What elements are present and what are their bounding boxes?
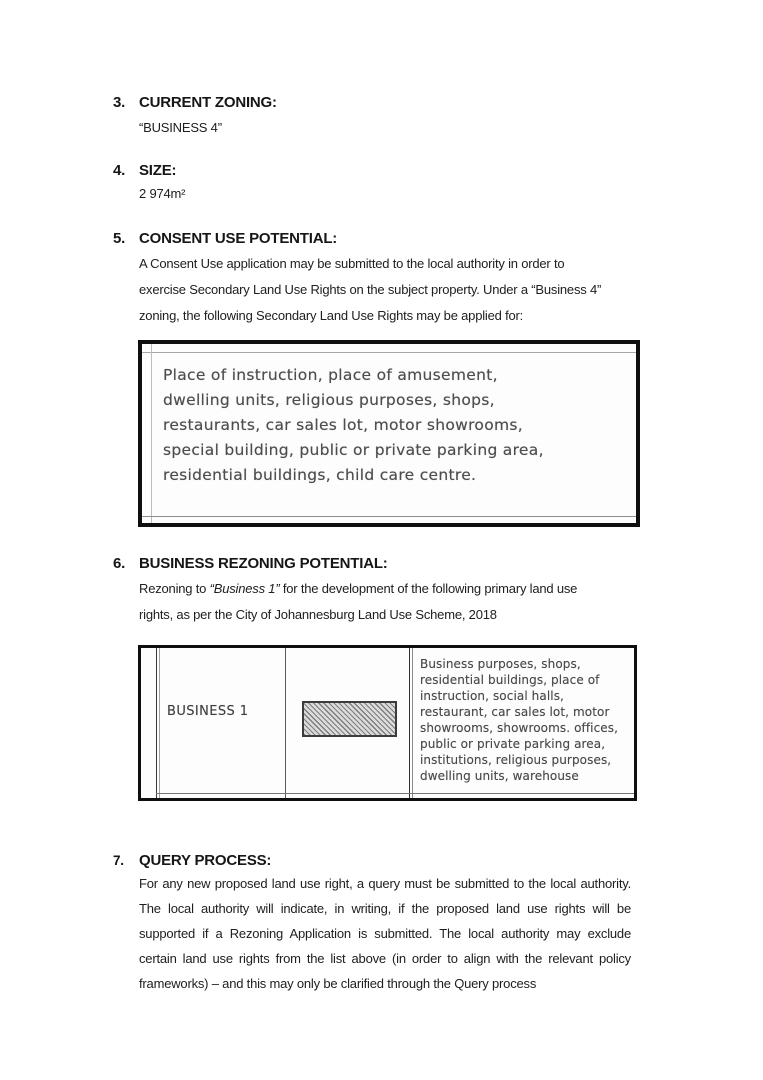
- section-title: BUSINESS REZONING POTENTIAL:: [139, 555, 388, 572]
- primary-rights-line: public or private parking area,: [420, 737, 606, 751]
- consent-rights-text: [163, 363, 544, 488]
- primary-rights-line: Business purposes, shops,: [420, 657, 581, 671]
- primary-rights-line: showrooms, showrooms. offices,: [420, 721, 619, 735]
- section-heading-current-zoning: [113, 93, 277, 112]
- section-heading-query-process: [113, 851, 271, 870]
- paragraph-line: zoning, the following Secondary Land Use Rights may be applied for:: [139, 308, 524, 323]
- zone-name-cell: BUSINESS 1: [167, 704, 249, 719]
- consent-use-rights-box: [138, 340, 640, 527]
- section-heading-business-rezoning: [113, 554, 388, 573]
- paragraph-line: supported if a Rezoning Application is submitted. The local authority may exclude: [139, 926, 631, 941]
- table-rule-vertical: [156, 648, 157, 798]
- rezoning-paragraph: [139, 576, 631, 628]
- consent-rights-line: residential buildings, child care centre.: [163, 466, 477, 484]
- table-rule-vertical: [409, 648, 410, 798]
- consent-use-paragraph: [139, 251, 631, 329]
- primary-rights-cell: [420, 656, 618, 784]
- section-title: SIZE:: [139, 162, 177, 179]
- current-zoning-value: “BUSINESS 4”: [139, 120, 222, 135]
- zone-reference-italic: “Business 1”: [209, 581, 280, 596]
- section-number: 6.: [113, 555, 126, 572]
- primary-rights-line: dwelling units, warehouse: [420, 769, 579, 783]
- consent-rights-line: special building, public or private parking area,: [163, 441, 544, 459]
- table-rule-horizontal: [156, 793, 634, 794]
- paragraph-line: frameworks) – and this may only be clarified through the Query process: [139, 976, 537, 991]
- primary-rights-line: institutions, religious purposes,: [420, 753, 612, 767]
- section-heading-size: [113, 161, 176, 180]
- paragraph-line: A Consent Use application may be submitted to the local authority in order to: [139, 256, 565, 271]
- size-value: 2 974m²: [139, 186, 186, 201]
- section-number: 5.: [113, 230, 126, 247]
- section-number: 7.: [113, 853, 124, 868]
- query-process-paragraph: [139, 871, 631, 996]
- section-number: 3.: [113, 94, 126, 111]
- consent-rights-line: dwelling units, religious purposes, shops,: [163, 391, 495, 409]
- consent-rights-line: restaurants, car sales lot, motor showrooms,: [163, 416, 524, 434]
- paragraph-line: exercise Secondary Land Use Rights on the subject property. Under a “Business 4”: [139, 282, 602, 297]
- paragraph-line: For any new proposed land use right, a query must be submitted to the local authority.: [139, 876, 631, 891]
- primary-rights-line: residential buildings, place of: [420, 673, 600, 687]
- zoning-hatch-swatch: [302, 701, 397, 737]
- paragraph-line: The local authority will indicate, in writing, if the proposed land use rights will be: [139, 901, 631, 916]
- paragraph-line: certain land use rights from the list above (in order to align with the relevant policy: [139, 951, 631, 966]
- table-rule-vertical: [412, 648, 413, 798]
- section-title: CONSENT USE POTENTIAL:: [139, 230, 338, 247]
- section-title: QUERY PROCESS:: [139, 852, 272, 869]
- section-title: CURRENT ZONING:: [139, 94, 277, 111]
- table-rule-vertical: [285, 648, 286, 798]
- paragraph-text: for the development of the following primary land use: [279, 581, 578, 596]
- section-number: 4.: [113, 162, 126, 179]
- consent-rights-line: Place of instruction, place of amusement,: [163, 366, 498, 384]
- primary-rights-line: restaurant, car sales lot, motor: [420, 705, 610, 719]
- rezoning-table: [138, 645, 637, 801]
- table-rule-vertical: [159, 648, 160, 798]
- scan-artifact-line: [151, 344, 152, 523]
- paragraph-line: [139, 576, 631, 602]
- primary-rights-line: instruction, social halls,: [420, 689, 564, 703]
- paragraph-text: Rezoning to: [139, 581, 210, 596]
- scan-artifact-line: [142, 352, 636, 353]
- section-heading-consent-use: [113, 229, 337, 248]
- paragraph-line: rights, as per the City of Johannesburg Land Use Scheme, 2018: [139, 607, 497, 622]
- scan-artifact-line: [142, 516, 636, 517]
